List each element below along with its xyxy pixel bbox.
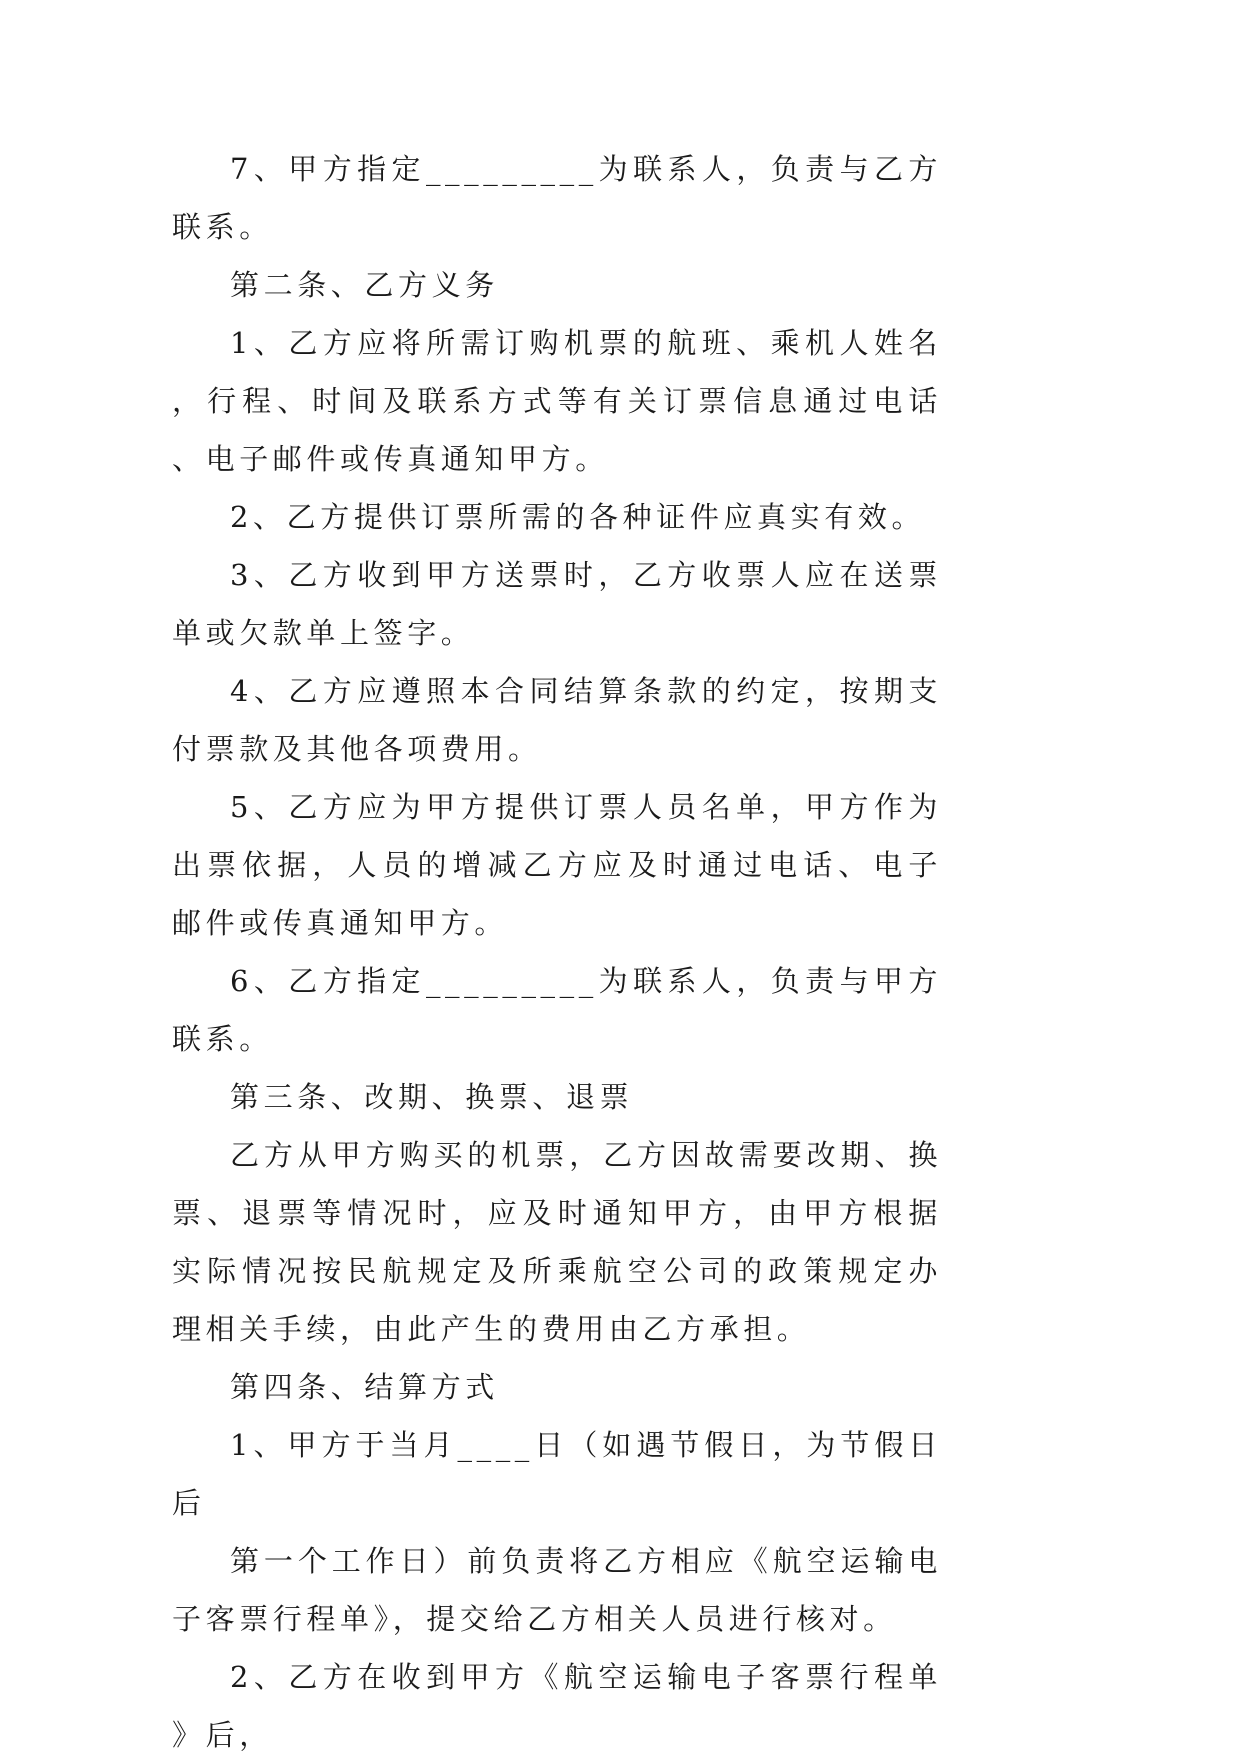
clause-1-7-contact: 7、甲方指定_________为联系人，负责与乙方联系。 — [172, 152, 942, 244]
clause-2-4: 4、乙方应遵照本合同结算条款的约定，按期支付票款及其他各项费用。 — [172, 674, 942, 766]
clause-2-3: 3、乙方收到甲方送票时，乙方收票人应在送票单或欠款单上签字。 — [172, 558, 942, 650]
clause-2-6-contact: 6、乙方指定_________为联系人，负责与甲方联系。 — [172, 964, 942, 1056]
clause-4-2: 2、乙方在收到甲方《航空运输电子客票行程单》后， — [172, 1660, 942, 1752]
article-4-heading: 第四条、结算方式 — [230, 1370, 499, 1404]
document-body — [172, 140, 942, 1764]
article-2-heading: 第二条、乙方义务 — [230, 268, 499, 302]
article-3-heading: 第三条、改期、换票、退票 — [230, 1080, 634, 1114]
clause-4-1: 1、甲方于当月____日（如遇节假日，为节假日后 — [172, 1428, 942, 1520]
clause-2-5: 5、乙方应为甲方提供订票人员名单，甲方作为出票依据，人员的增减乙方应及时通过电话、电子邮件或传真通知甲方。 — [172, 790, 942, 940]
clause-2-2: 2、乙方提供订票所需的各种证件应真实有效。 — [230, 500, 926, 534]
clause-3-body: 乙方从甲方购买的机票，乙方因故需要改期、换票、退票等情况时，应及时通知甲方，由甲方根据实际情况按民航规定及所乘航空公司的政策规定办理相关手续，由此产生的费用由乙方承担。 — [172, 1138, 942, 1346]
clause-2-1: 1、乙方应将所需订购机票的航班、乘机人姓名，行程、时间及联系方式等有关订票信息通过电话、电子邮件或传真通知甲方。 — [172, 326, 942, 476]
clause-4-1-continued: 第一个工作日）前负责将乙方相应《航空运输电子客票行程单》，提交给乙方相关人员进行核对。 — [172, 1544, 942, 1636]
